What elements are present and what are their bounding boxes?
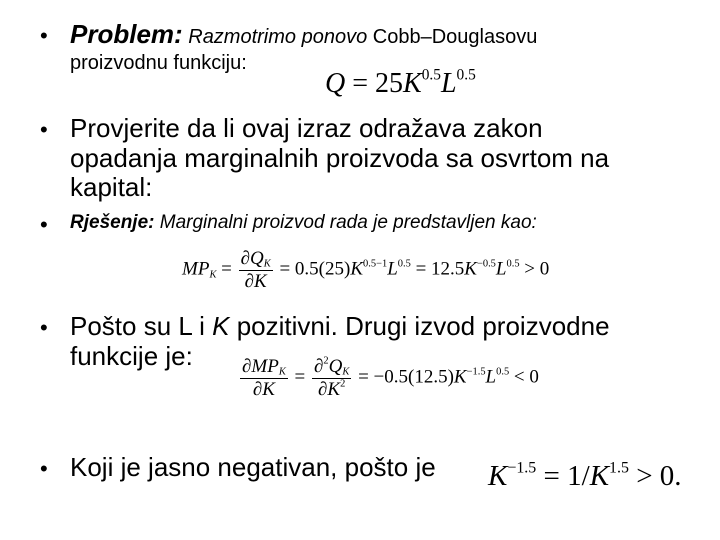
derivative-fraction: $\frac{\partial Q_K}{\partial K}$ (240, 248, 271, 292)
second-derivative-line2: funkcije je: (70, 341, 193, 371)
solution-label: Rješenje: (70, 212, 155, 233)
bullet-dot: • (40, 212, 48, 237)
bullet-dot: • (40, 117, 48, 142)
conclusion-formula: $K^{-1.5} = 1/K^{1.5} > 0$. (488, 459, 682, 492)
second-derivative-formula: $\frac{\partial MP_K}{\partial K}$ = $\frac{\partial^2Q_K}{\partial K^2}$ = $-0.5(12.5)K^{-1.5}L^{0.5} < 0$ (242, 355, 539, 400)
bullet-dot: • (40, 23, 48, 48)
second-derivative-fraction-1: $\frac{\partial MP_K}{\partial K}$ (242, 356, 286, 400)
question-line-2: opadanja marginalnih proizvoda sa osvrtom na (70, 143, 610, 173)
solution-text: Marginalni proizvod rada je predstavljen kao: (154, 212, 537, 233)
problem-text: Razmotrimo ponovo (182, 26, 368, 48)
conclusion-text: Koji je jasno negativan, pošto je (70, 452, 436, 482)
cobb-douglas-formula: $Q = 25K^{0.5}L^{0.5}$ (325, 66, 476, 99)
second-derivative-fraction-2: $\frac{\partial^2Q_K}{\partial K^2}$ (314, 355, 350, 400)
problem-label: Problem: (70, 19, 183, 49)
bullet-dot: • (40, 315, 48, 340)
question-line-3: kapital: (70, 172, 153, 202)
marginal-product-formula: $MP_K$ = $\frac{\partial Q_K}{\partial K}$ = $0.5(25)K^{0.5-1}L^{0.5} = 12.5K^{-0.5}L^{0.5} > 0$ (182, 248, 550, 292)
positivity-text-a: Pošto su L i (70, 311, 213, 341)
bullet-dot: • (40, 456, 48, 481)
positivity-text-b: pozitivni. Drugi izvod proizvodne (229, 311, 610, 341)
positivity-text-k: K (212, 311, 230, 341)
question-line-1: Provjerite da li ovaj izraz odražava zakon (70, 113, 543, 143)
problem-text-2: Cobb–Douglasovu (367, 26, 538, 48)
problem-text-line2: proizvodnu funkciju: (70, 52, 247, 74)
